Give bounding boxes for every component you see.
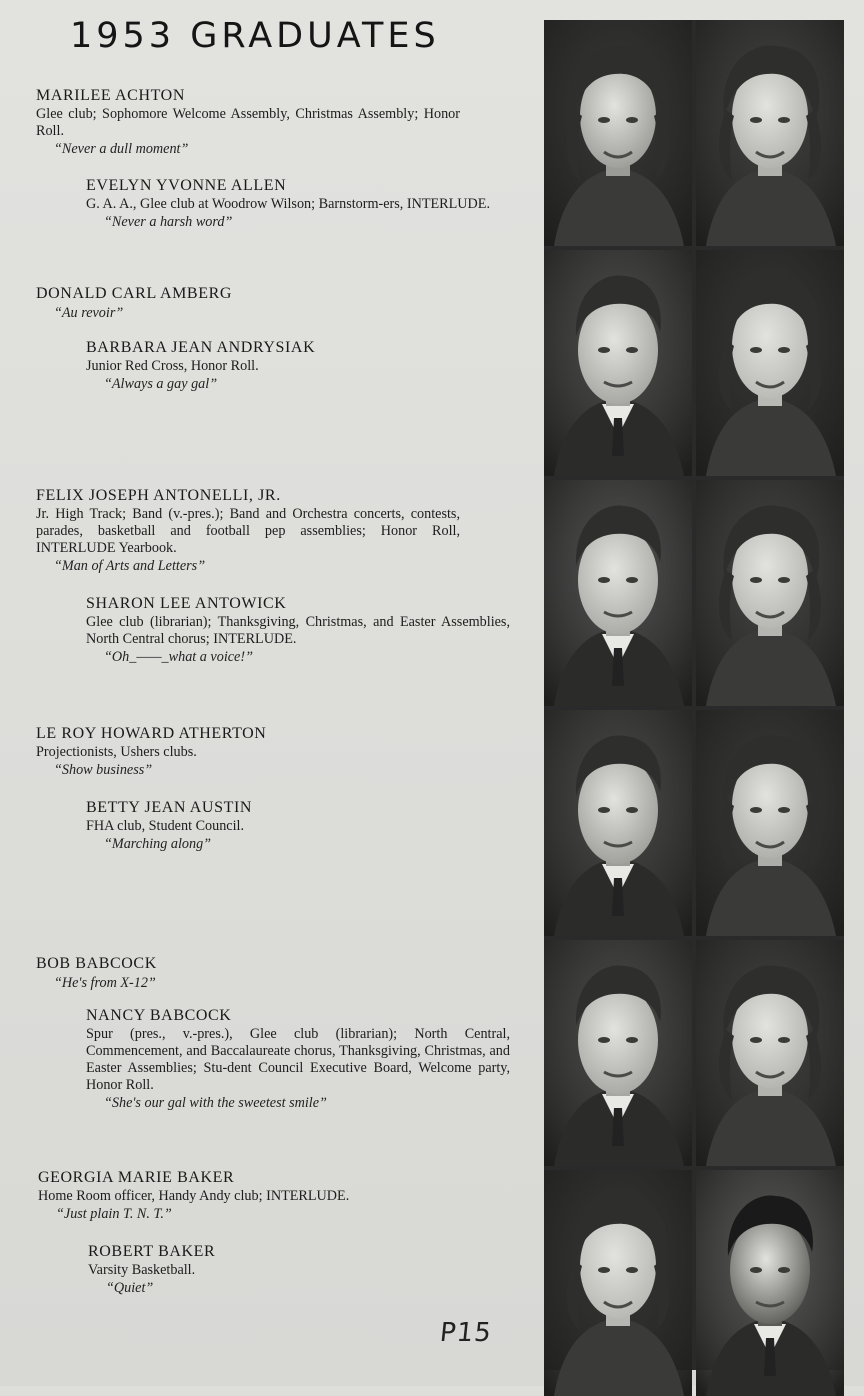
portrait-boy-photo	[544, 940, 692, 1166]
graduate-quote: “Never a harsh word”	[104, 214, 233, 230]
graduate-activities: Projectionists, Ushers clubs.	[36, 744, 197, 760]
graduate-activities: Jr. High Track; Band (v.-pres.); Band and Orchestra concerts, contests, parades, basketball and football pep assemblies; Honor Roll, INTERLUDE Yearbook.	[36, 506, 460, 556]
portrait-girl-photo	[696, 710, 844, 936]
graduate-entry	[36, 86, 460, 159]
graduate-name: MARILEE ACHTON	[36, 87, 185, 104]
graduate-name: LE ROY HOWARD ATHERTON	[36, 725, 267, 742]
graduate-quote: “Oh_——_what a voice!”	[104, 649, 253, 665]
graduate-entry	[36, 724, 460, 780]
graduate-quote: “Au revoir”	[54, 305, 124, 321]
graduate-entry	[86, 338, 510, 394]
graduate-name: ROBERT BAKER	[88, 1243, 216, 1260]
graduate-quote: “He's from X-12”	[54, 975, 156, 991]
graduate-entry	[36, 954, 460, 993]
graduate-name: EVELYN YVONNE ALLEN	[86, 177, 287, 194]
graduate-quote: “Just plain T. N. T.”	[56, 1206, 172, 1222]
graduate-quote: “She's our gal with the sweetest smile”	[104, 1095, 327, 1111]
graduate-activities: Varsity Basketball.	[88, 1262, 196, 1278]
portrait-boy-photo	[696, 1170, 844, 1396]
graduate-quote: “Show business”	[54, 762, 153, 778]
graduate-name: SHARON LEE ANTOWICK	[86, 595, 287, 612]
graduate-name: GEORGIA MARIE BAKER	[38, 1169, 235, 1186]
portrait-girl-photo	[696, 480, 844, 706]
graduate-name: NANCY BABCOCK	[86, 1007, 232, 1024]
graduate-activities: FHA club, Student Council.	[86, 818, 245, 834]
graduate-entry	[86, 798, 510, 854]
graduate-entry	[86, 1006, 510, 1113]
graduate-entry	[88, 1242, 512, 1298]
graduate-quote: “Always a gay gal”	[104, 376, 218, 392]
graduate-entry	[38, 1168, 462, 1224]
graduate-activities: Spur (pres., v.-pres.), Glee club (librarian); North Central, Commencement, and Baccalaureate chorus, Thanksgiving, Christmas, and Easter Assemblies; Stu-dent Council Executive Board, Welcome party, Honor Roll.	[86, 1026, 510, 1093]
graduate-entry	[86, 594, 510, 667]
graduate-quote: “Quiet”	[106, 1280, 154, 1296]
graduate-entry	[36, 486, 460, 576]
portrait-girl-photo	[696, 940, 844, 1166]
portrait-boy-photo	[544, 480, 692, 706]
graduate-activities: G. A. A., Glee club at Woodrow Wilson; Barnstorm-ers, INTERLUDE.	[86, 196, 491, 212]
portrait-boy-photo	[544, 250, 692, 476]
graduate-name: BETTY JEAN AUSTIN	[86, 799, 253, 816]
portrait-girl-photo	[696, 250, 844, 476]
graduate-name: DONALD CARL AMBERG	[36, 285, 232, 302]
graduate-quote: “Never a dull moment”	[54, 141, 189, 157]
page-number-handwritten: P15	[438, 1318, 494, 1348]
graduate-name: FELIX JOSEPH ANTONELLI, JR.	[36, 487, 281, 504]
graduate-name: BARBARA JEAN ANDRYSIAK	[86, 339, 316, 356]
graduate-name: BOB BABCOCK	[36, 955, 157, 972]
graduate-quote: “Man of Arts and Letters”	[54, 558, 206, 574]
graduate-activities: Glee club (librarian); Thanksgiving, Christmas, and Easter Assemblies, North Central chorus; INTERLUDE.	[86, 614, 510, 647]
portrait-girl-photo	[696, 20, 844, 246]
graduate-entry	[86, 176, 510, 232]
graduate-quote: “Marching along”	[104, 836, 212, 852]
graduate-entry	[36, 284, 460, 323]
graduate-activities: Junior Red Cross, Honor Roll.	[86, 358, 259, 374]
graduate-activities: Home Room officer, Handy Andy club; INTERLUDE.	[38, 1188, 350, 1204]
portrait-girl-photo	[544, 20, 692, 246]
graduate-activities: Glee club; Sophomore Welcome Assembly, Christmas Assembly; Honor Roll.	[36, 106, 460, 139]
page-title: 1953 GRADUATES	[70, 16, 440, 56]
portrait-girl-photo	[544, 1170, 692, 1396]
portrait-boy-photo	[544, 710, 692, 936]
portrait-column	[544, 20, 844, 1370]
